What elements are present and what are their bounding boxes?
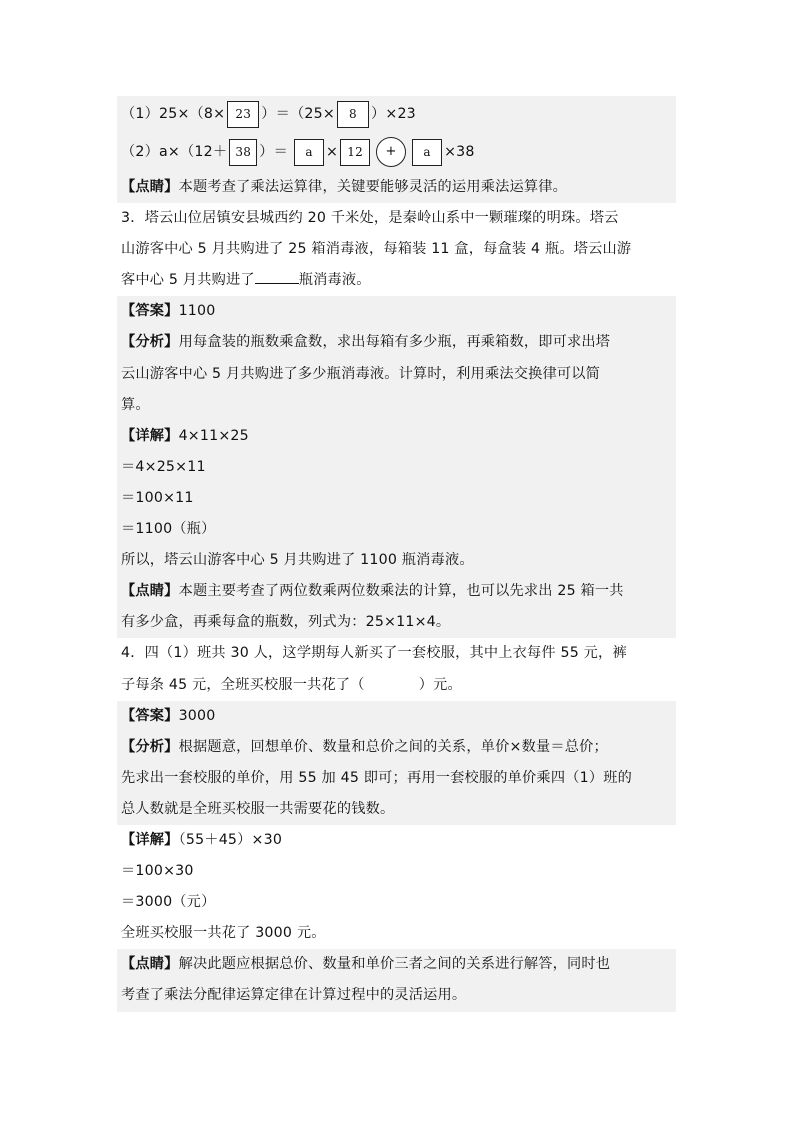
fill-blank <box>255 267 299 284</box>
operator-circle: + <box>376 137 406 167</box>
note-tag: 【点睛】 <box>121 179 179 195</box>
eq1-prefix: （1）25×（8× <box>121 106 226 122</box>
note-text: 解决此题应根据总价、数量和单价三者之间的关系进行解答，同时也 <box>178 956 611 973</box>
eq1-mid: ）＝（25× <box>261 106 335 122</box>
analysis-tag: 【分析】 <box>121 738 179 755</box>
analysis-4-line-2: 先求出一套校服的单价，用 55 加 45 即可；再用一套校服的单价乘四（1）班的 <box>117 763 676 794</box>
note-3-line-1 <box>117 576 676 607</box>
answer-value: 1100 <box>178 303 216 320</box>
eq1-suffix: ）×23 <box>370 106 416 122</box>
note-4-line-2: 考查了乘法分配律运算定律在计算过程中的灵活运用。 <box>117 980 676 1011</box>
note-1 <box>117 172 676 203</box>
answer-value: 3000 <box>178 707 216 724</box>
question-3-line-1: 3．塔云山位居镇安县城西约 20 千米处，是秦岭山系中一颗璀璨的明珠。塔云 <box>121 210 619 227</box>
answer-box: a <box>412 139 442 166</box>
answer-box: 38 <box>229 139 257 166</box>
answer-box: 8 <box>337 101 369 128</box>
detail-4-line-2: ＝100×30 <box>121 863 194 880</box>
answer-box: 12 <box>340 139 370 166</box>
eq2-suffix: ×38 <box>444 144 475 160</box>
note-tag: 【点睛】 <box>121 583 179 600</box>
analysis-text: 根据题意，回想单价、数量和总价之间的关系，单价×数量＝总价； <box>178 738 608 755</box>
equation-1 <box>117 96 676 132</box>
note-3-line-2: 有多少盒，再乘每盒的瓶数，列式为：25×11×4。 <box>117 607 676 638</box>
answer-3 <box>117 296 676 327</box>
detail-3-line-4: ＝1100（瓶） <box>117 514 676 545</box>
question-3-text: 客中心 5 月共购进了 <box>121 272 255 289</box>
eq2-prefix: （2）a×（12＋ <box>121 144 228 160</box>
detail-tag: 【详解】 <box>121 427 179 444</box>
question-3-line-3 <box>117 265 676 296</box>
analysis-3-line-2: 云山游客中心 5 月共购进了多少瓶消毒液。计算时，利用乘法交换律可以简 <box>117 359 676 390</box>
note-text: 本题考查了乘法运算律，关键要能够灵活的运用乘法运算律。 <box>178 179 568 195</box>
detail-text: 4×11×25 <box>178 427 249 444</box>
detail-text: （55＋45）×30 <box>178 831 283 848</box>
question-4-text-end: ）元。 <box>418 676 462 693</box>
question-4-line-2 <box>117 670 676 701</box>
note-tag: 【点睛】 <box>121 956 179 973</box>
analysis-3-line-1 <box>117 327 676 358</box>
answer-box: 23 <box>227 101 259 128</box>
question-3-line-2: 山游客中心 5 月共购进了 25 箱消毒液，每箱装 11 盒，每盒装 4 瓶。塔云山游 <box>121 241 632 258</box>
detail-3-line-2: ＝4×25×11 <box>117 452 676 483</box>
answer-tag: 【答案】 <box>121 707 179 724</box>
analysis-4-line-3: 总人数就是全班买校服一共需要花的钱数。 <box>117 794 676 825</box>
detail-4-line-3: ＝3000（元） <box>121 894 216 911</box>
question-3-text-end: 瓶消毒液。 <box>298 272 371 289</box>
analysis-tag: 【分析】 <box>121 334 179 351</box>
question-4-text: 子每条 45 元，全班买校服一共花了（ <box>121 676 365 693</box>
eq2-times: × <box>326 144 339 160</box>
note-text: 本题主要考查了两位数乘两位数乘法的计算，也可以先求出 25 箱一共 <box>178 583 624 600</box>
answer-box: a <box>294 139 324 166</box>
detail-3-line-1 <box>117 421 676 452</box>
detail-tag: 【详解】 <box>121 831 179 848</box>
conclusion-3: 所以，塔云山游客中心 5 月共购进了 1100 瓶消毒液。 <box>117 545 676 576</box>
note-4-line-1 <box>117 949 676 980</box>
detail-4-line-1 <box>117 825 676 856</box>
answer-tag: 【答案】 <box>121 303 179 320</box>
analysis-text: 用每盒装的瓶数乘盒数，求出每箱有多少瓶，再乘箱数，即可求出塔 <box>178 334 611 351</box>
question-4-line-1: 4．四（1）班共 30 人，这学期每人新买了一套校服，其中上衣每件 55 元，裤 <box>121 645 627 662</box>
equation-2 <box>117 132 676 172</box>
detail-3-line-3: ＝100×11 <box>117 483 676 514</box>
answer-4 <box>117 701 676 732</box>
eq2-mid: ）＝ <box>259 144 288 160</box>
conclusion-4: 全班买校服一共花了 3000 元。 <box>121 925 326 942</box>
analysis-3-line-3: 算。 <box>117 390 676 421</box>
document-body <box>117 96 676 1012</box>
analysis-4-line-1 <box>117 732 676 763</box>
